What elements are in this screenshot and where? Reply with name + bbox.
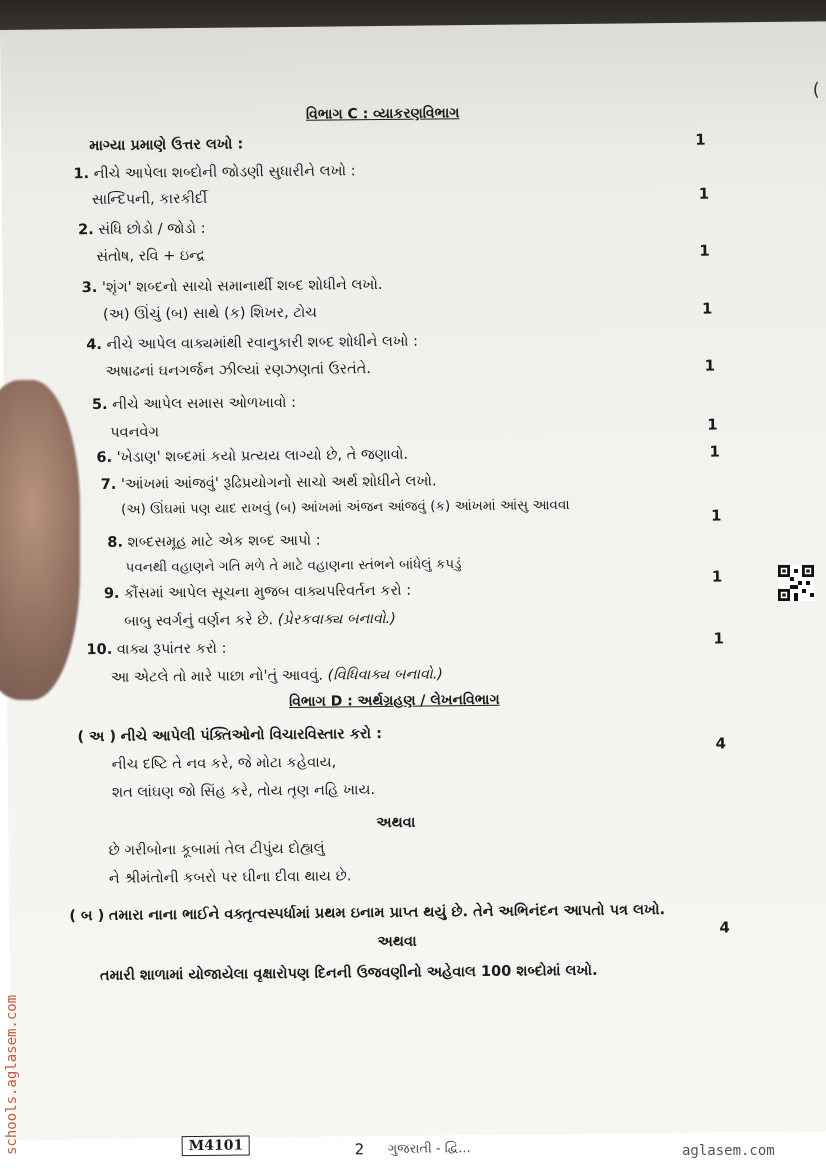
q8-sub: પવનથી વહાણને ગતિ મળે તે માટે વહાણના સ્તંભને બાંધેલું કપડું [125, 556, 462, 576]
q6-number: 6. [96, 449, 113, 467]
side-watermark: schools.aglasem.com [4, 994, 20, 1155]
q5 [92, 394, 296, 414]
section-c-instruction: માગ્યા પ્રમાણે ઉત્તર લખો : [89, 136, 244, 155]
q6 [96, 446, 408, 467]
d-a-label: ( અ ) [77, 728, 117, 746]
q7 [101, 472, 437, 494]
q5-marks: 1 [707, 415, 718, 434]
q4 [86, 333, 418, 354]
q6-marks: 1 [709, 442, 720, 461]
q2 [78, 220, 206, 239]
q3 [82, 276, 383, 297]
q6-text: 'ખેડાણ' શબ્દમાં કયો પ્રત્યય લાગ્યો છે, તે જણાવો. [116, 446, 409, 466]
q10-sentence: આ એટલે તો મારે પાછા નો'તું આવવું. [110, 667, 324, 686]
q10-hint: (વિધિવાક્ય બનાવો.) [327, 666, 444, 684]
q1-text: નીચે આપેલા શબ્દોની જોડણી સુધારીને લખો : [93, 163, 356, 183]
q10-number: 10. [86, 641, 113, 659]
instruction-marks: 1 [695, 130, 706, 149]
q1-number: 1. [73, 166, 90, 183]
q9 [104, 582, 411, 603]
q10-marks: 1 [713, 629, 724, 648]
d-a-line2: શત લાંઘણ જો સિંહ કરે, તોય તૃણ નહિ ખાય. [111, 782, 376, 801]
d-a-text: નીચે આપેલી પંક્તિઓનો વિચારવિસ્તાર કરો : [120, 726, 383, 745]
q8 [107, 532, 320, 552]
q7-number: 7. [100, 476, 117, 493]
q2-number: 2. [78, 222, 94, 239]
d-b-or: અથવા [377, 933, 417, 951]
q1-sub: સાન્દિપની, કારકીર્દી [91, 190, 208, 209]
d-a-question [77, 725, 382, 746]
q5-sub: પવનવેગ [110, 424, 160, 441]
d-b-alt: તમારી શાળામાં યોજાયેલા વૃક્ષારોપણ દિનની ઉજવણીનો અહેવાલ 100 શબ્દોમાં લખો. [99, 962, 598, 985]
q2-text: સંધિ છોડો / જોડો : [98, 220, 206, 238]
section-d-heading: વિભાગ D : અર્થગ્રહણ / લેખનવિભાગ [288, 691, 500, 711]
q4-number: 4. [86, 336, 102, 354]
q9-sub [124, 610, 396, 631]
q10-sub [111, 665, 443, 686]
page-number: 2 [354, 1140, 365, 1159]
q8-number: 8. [107, 534, 124, 551]
q3-sub: (અ) ઊંચું (બ) સાથે (ક) શિખર, ટોચ [102, 304, 317, 323]
q4-text: નીચે આપેલ વાક્યમાંથી રવાનુકારી શબ્દ શોધીને લખો : [106, 333, 419, 353]
q10-text: વાક્ય રૂપાંતર કરો : [116, 640, 227, 658]
q3-text: 'શૃંગ' શબ્દનો સાચો સમાનાર્થી શબ્દ શોધીને લખો. [101, 277, 383, 296]
q1-marks: 1 [698, 184, 710, 203]
q10 [86, 640, 226, 659]
q2-marks: 1 [699, 241, 710, 260]
q9-number: 9. [103, 585, 120, 602]
q5-text: નીચે આપેલ સમાસ ઓળખાવો : [112, 394, 297, 413]
q8-text: શબ્દસમૂહ માટે એક શબ્દ આપો : [127, 532, 321, 551]
q1 [73, 162, 355, 183]
q7-marks: 1 [711, 506, 722, 525]
d-b-marks: 4 [719, 918, 730, 937]
corner-mark: ( [812, 79, 820, 101]
q4-sub: અષાઢનાં ઘનગર્જન ઝીલ્યાં રણઝણતાં ઉરતંતે. [105, 361, 372, 380]
paper-code: M4101 [182, 1135, 251, 1156]
bottom-right-watermark: aglasem.com [682, 1143, 775, 1159]
q3-number: 3. [81, 279, 98, 297]
q2-sub: સંતોષ, રવિ + ઇન્દ્ર [96, 247, 206, 266]
d-b-text: તમારા નાના ભાઈને વક્તૃત્વસ્પર્ધામાં પ્રથમ ઇનામ પ્રાપ્ત થયું છે. તેને અભિનંદન આપતો પત્ર લખો. [108, 902, 666, 924]
d-a-or: અથવા [376, 814, 416, 832]
q7-sub: (અ) ઊંઘમાં પણ યાદ રાખવું (બ) આંખમાં અંજન આંજવું (ક) આંખમાં આંસુ આવવા [120, 497, 570, 518]
q9-text: કૌંસમાં આપેલ સૂચના મુજબ વાક્યપરિવર્તન કરો : [124, 582, 412, 602]
d-a-line1: નીચ દષ્ટિ તે નવ કરે, જે મોટા કહેવાય, [111, 754, 337, 773]
d-a-marks: 4 [715, 734, 727, 753]
q3-marks: 1 [701, 299, 713, 318]
qr-code-icon [778, 565, 814, 601]
thumb-photo [0, 380, 80, 700]
d-a-alt2: ને શ્રીમંતોની કબરો પર ઘીના દીવા થાય છે. [108, 868, 352, 887]
footer-subject: ગુજરાતી - દ્વિ... [387, 1141, 471, 1158]
q9-sentence: બાબુ સ્વર્ગનું વર્ણન કરે છે. [124, 612, 274, 630]
q4-marks: 1 [704, 356, 716, 375]
d-a-alt1: છે ગરીબોના કૂબામાં તેલ ટીપુંય દોહ્યલું [108, 840, 325, 859]
d-b-question [69, 901, 665, 925]
q7-text: 'આંખમાં આંજવું' રૂઢિપ્રયોગનો સાચો અર્થ શોધીને લખો. [120, 473, 437, 493]
q9-hint: (પ્રેરકવાક્ય બનાવો.) [277, 610, 396, 629]
section-c-heading: વિભાગ C : વ્યાકરણવિભાગ [305, 105, 460, 123]
q8-9-marks: 1 [711, 567, 723, 586]
q5-number: 5. [91, 396, 108, 414]
d-b-label: ( બ ) [69, 907, 105, 925]
